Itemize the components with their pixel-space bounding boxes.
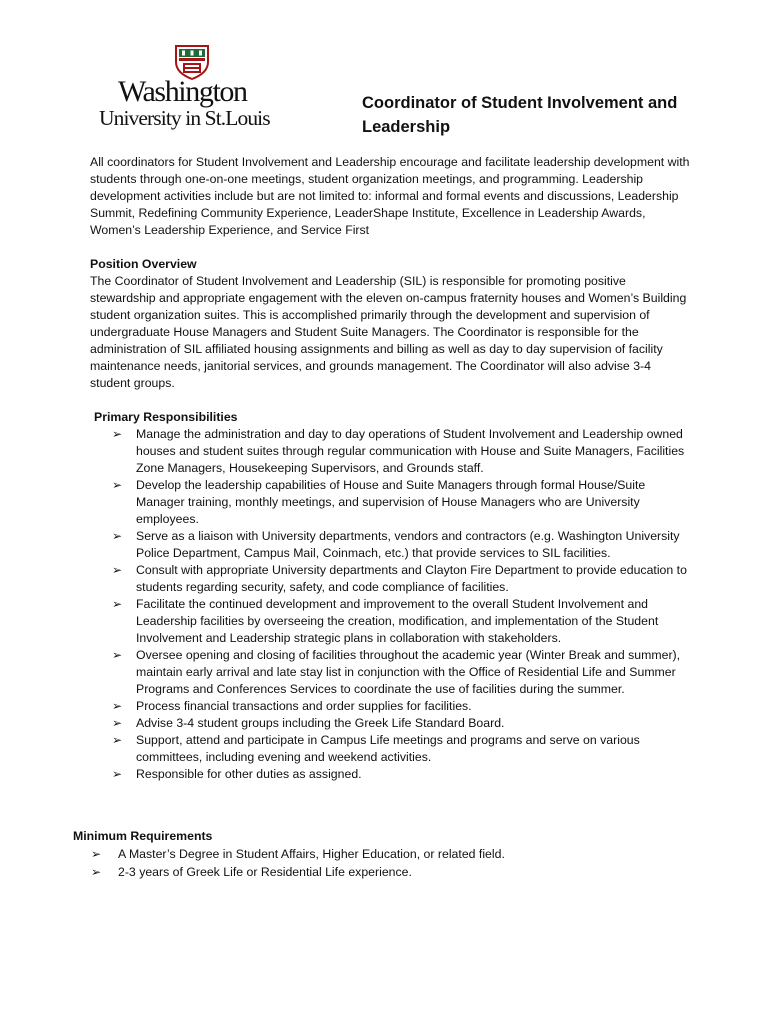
list-item — [73, 864, 673, 881]
list-item — [90, 766, 690, 783]
arrow-bullet-icon: ➢ — [112, 529, 123, 543]
list-item — [90, 528, 690, 562]
list-item — [90, 562, 690, 596]
list-item-text: A Master’s Degree in Student Affairs, Higher Education, or related field. — [118, 847, 505, 861]
list-item — [73, 846, 673, 863]
position-overview-heading: Position Overview — [90, 257, 197, 271]
list-item-text: Responsible for other duties as assigned. — [136, 767, 362, 781]
arrow-bullet-icon: ➢ — [112, 563, 123, 577]
list-item-text: Process financial transactions and order supplies for facilities. — [136, 699, 472, 713]
list-item-text: Serve as a liaison with University departments, vendors and contractors (e.g. Washington University Police Department, Campus Mail, Coinmach, etc.) that provide services to SIL facilities. — [136, 529, 680, 560]
university-logo — [98, 44, 298, 134]
list-item-text: Advise 3-4 student groups including the Greek Life Standard Board. — [136, 716, 505, 730]
list-item-text: Facilitate the continued development and improvement to the overall Student Involvement and Leadership facilities by overseeing the creation, modification, and implementation of the Student Involvement and Leadership strategic plans in collaboration with stakeholders. — [136, 597, 659, 645]
list-item — [90, 596, 690, 647]
list-item — [90, 715, 690, 732]
arrow-bullet-icon: ➢ — [112, 767, 123, 781]
list-item-text: Oversee opening and closing of facilities throughout the academic year (Winter Break and summer), maintain early arrival and late stay list in conjunction with the Office of Residential Life and Summer Programs and Conferences Services to coordinate the use of facilities during the summer. — [136, 648, 681, 696]
arrow-bullet-icon: ➢ — [91, 865, 102, 879]
arrow-bullet-icon: ➢ — [112, 427, 123, 441]
position-overview-text: The Coordinator of Student Involvement and Leadership (SIL) is responsible for promoting positive stewardship and appropriate engagement with the eleven on-campus fraternity houses and Women’s Building student organization suites. This is accomplished primarily through the development and supervision of undergraduate House Managers and Student Suite Managers. The Coordinator is responsible for the administration of SIL affiliated housing assignments and billing as well as day to day supervision of facility maintenance needs, janitorial services, and grounds management. The Coordinator will also advise 3-4 student groups. — [90, 274, 687, 390]
list-item — [90, 698, 690, 715]
list-item-text: 2-3 years of Greek Life or Residential Life experience. — [118, 865, 412, 879]
primary-responsibilities-list — [90, 426, 690, 783]
arrow-bullet-icon: ➢ — [112, 478, 123, 492]
arrow-bullet-icon: ➢ — [91, 847, 102, 861]
list-item-text: Consult with appropriate University departments and Clayton Fire Department to provide education to students regarding security, safety, and code compliance of facilities. — [136, 563, 687, 594]
arrow-bullet-icon: ➢ — [112, 648, 123, 662]
document-body — [90, 154, 690, 783]
arrow-bullet-icon: ➢ — [112, 699, 123, 713]
logo-wordmark-university: University in St.Louis — [99, 106, 270, 130]
page-title: Coordinator of Student Involvement and Leadership — [362, 94, 678, 136]
minimum-requirements-section — [73, 828, 673, 881]
list-item-text: Support, attend and participate in Campus Life meetings and programs and serve on various committees, including evening and weekend activities. — [136, 733, 640, 764]
minimum-requirements-list — [73, 846, 673, 881]
logo-wordmark-washington: Washington — [118, 75, 247, 108]
list-item — [90, 477, 690, 528]
list-item — [90, 732, 690, 766]
list-item — [90, 426, 690, 477]
arrow-bullet-icon: ➢ — [112, 733, 123, 747]
primary-responsibilities-heading: Primary Responsibilities — [94, 410, 238, 424]
list-item-text: Manage the administration and day to day operations of Student Involvement and Leadership owned houses and student suites through regular communication with House and Suite Managers, Facilities Zone Managers, Housekeeping Supervisors, and Grounds staff. — [136, 427, 685, 475]
arrow-bullet-icon: ➢ — [112, 597, 123, 611]
list-item — [90, 647, 690, 698]
arrow-bullet-icon: ➢ — [112, 716, 123, 730]
minimum-requirements-heading: Minimum Requirements — [73, 829, 213, 843]
list-item-text: Develop the leadership capabilities of House and Suite Managers through formal House/Suite Manager training, monthly meetings, and supervision of House Managers who are University employees. — [136, 478, 646, 526]
intro-paragraph: All coordinators for Student Involvement and Leadership encourage and facilitate leadership development with students through one-on-one meetings, student organization meetings, and programming. Leadership development activities include but are not limited to: informal and formal events and discussions, Leadership Summit, Redefining Community Experience, LeaderShape Institute, Excellence in Leadership Awards, Women’s Leadership Experience, and Service First — [90, 155, 690, 237]
